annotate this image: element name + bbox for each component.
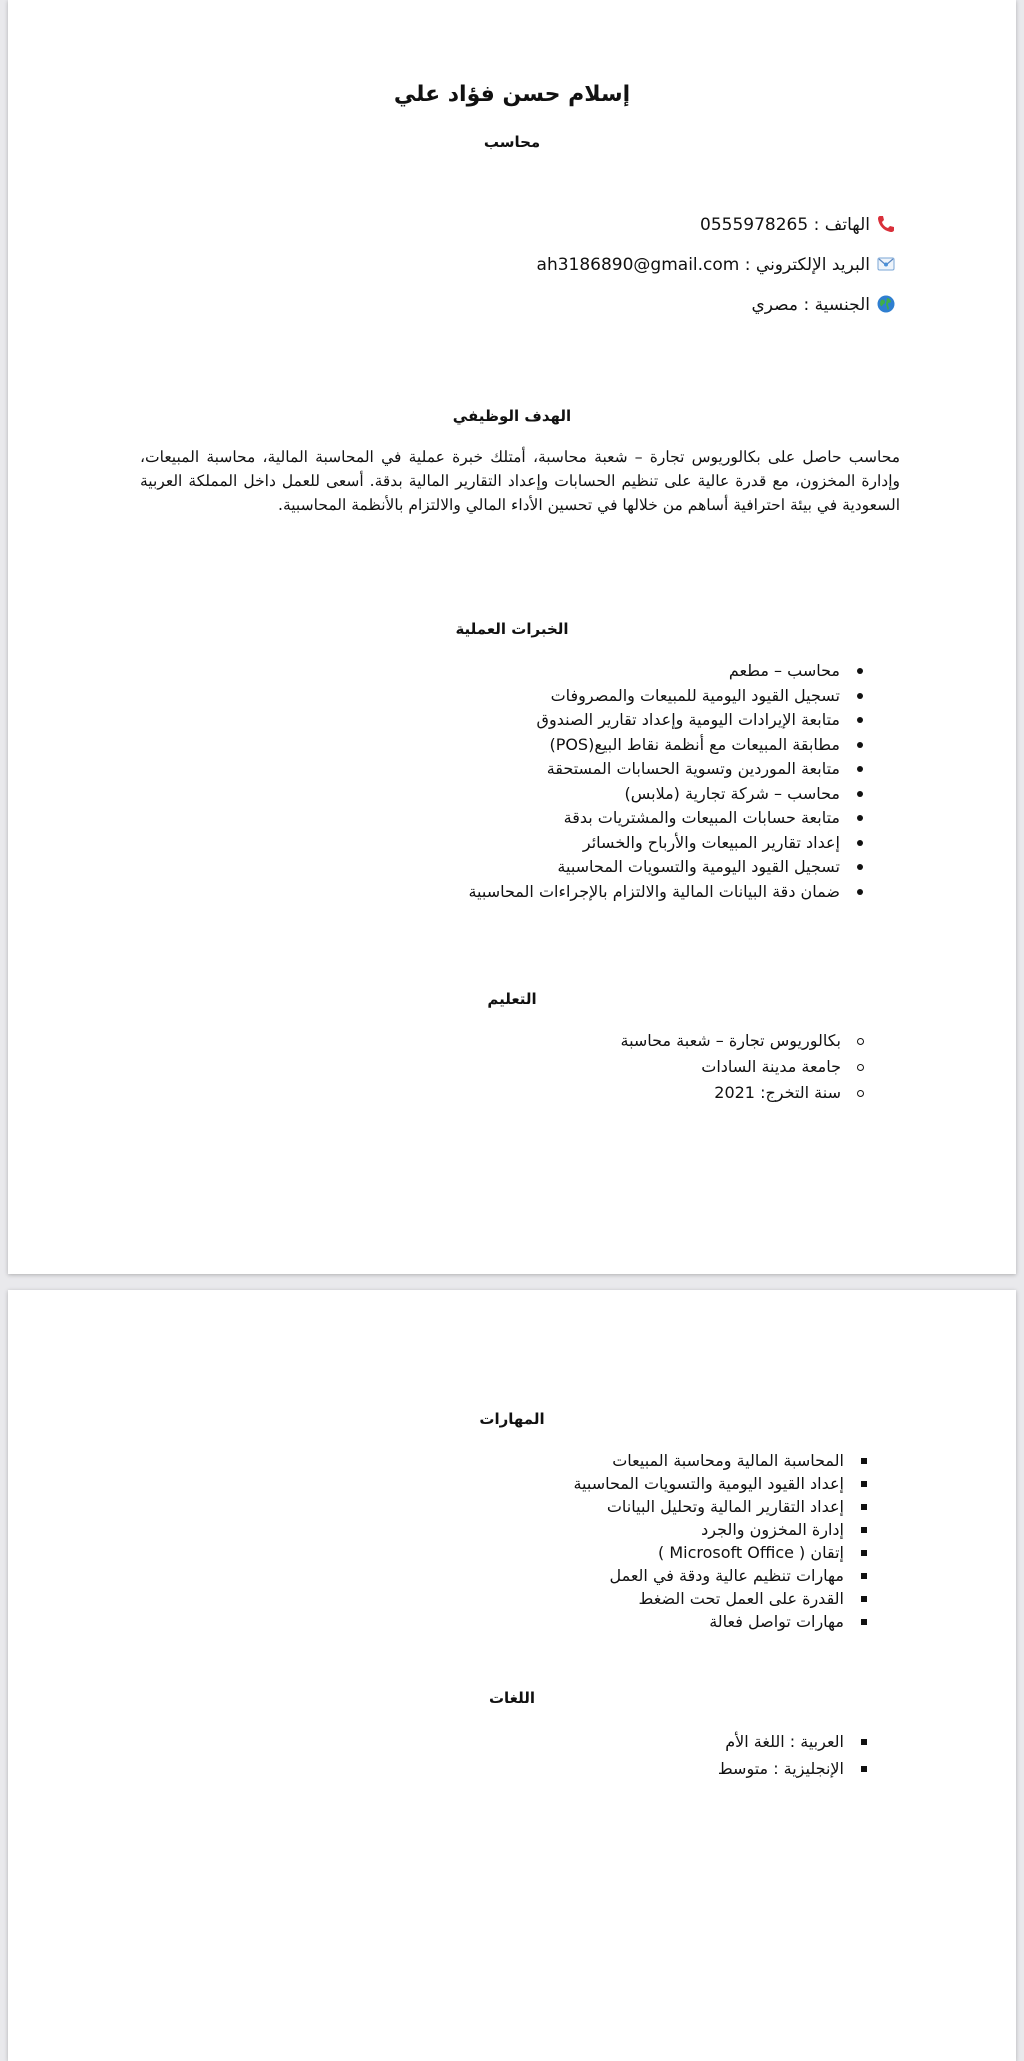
bullet-disc-icon [857, 742, 863, 748]
bullet-square-icon [861, 1504, 867, 1510]
languages-heading: اللغات [488, 1689, 536, 1707]
list-item: مطابقة المبيعات مع أنظمة نقاط البيع(POS) [468, 733, 867, 758]
list-item: إعداد تقارير المبيعات والأرباح والخسائر [468, 831, 867, 856]
bullet-square-icon [861, 1481, 867, 1487]
bullet-square-icon [861, 1739, 867, 1745]
list-item: متابعة حسابات المبيعات والمشتريات بدقة [468, 806, 867, 831]
phone-text: الهاتف : 0555978265 [700, 215, 870, 235]
bullet-disc-icon [857, 864, 863, 870]
nationality-text: الجنسية : مصري [751, 295, 870, 315]
contact-phone [700, 214, 896, 235]
list-item: ضمان دقة البيانات المالية والالتزام بالإجراءات المحاسبية [468, 880, 867, 905]
bullet-square-icon [861, 1619, 867, 1625]
bullet-circle-icon [857, 1064, 864, 1071]
bullet-disc-icon [857, 668, 863, 674]
phone-icon [876, 214, 896, 234]
envelope-icon [876, 254, 896, 274]
list-item: إدارة المخزون والجرد [573, 1518, 871, 1541]
contact-email [537, 254, 896, 275]
bullet-disc-icon [857, 889, 863, 895]
objective-paragraph: محاسب حاصل على بكالوريوس تجارة – شعبة محاسبة، أمتلك خبرة عملية في المحاسبة المالية، محاسبة المبيعات، وإدارة المخزون، مع قدرة عالية على تنظيم الحسابات وإعداد التقارير المالية بدقة. أسعى للعمل داخل المملكة العربية السعودية في بيئة احترافية أساهم من خلالها في تحسين الأداء المالي والالتزام بالأنظمة المحاسبية. [140, 448, 900, 514]
list-item: متابعة الإيرادات اليومية وإعداد تقارير الصندوق [468, 708, 867, 733]
candidate-name: إسلام حسن فؤاد علي [393, 82, 631, 107]
list-item: المحاسبة المالية ومحاسبة المبيعات [573, 1449, 871, 1472]
bullet-disc-icon [857, 791, 863, 797]
email-text: البريد الإلكتروني : ah3186890@gmail.com [536, 255, 870, 275]
list-item: إتقان ( Microsoft Office ) [573, 1541, 871, 1564]
job-title: محاسب [483, 133, 541, 151]
bullet-square-icon [861, 1573, 867, 1579]
resume-page-2 [8, 1290, 1016, 2061]
list-item: جامعة مدينة السادات [620, 1054, 868, 1080]
bullet-square-icon [861, 1550, 867, 1556]
bullet-square-icon [861, 1527, 867, 1533]
experience-list [468, 659, 867, 904]
list-item: تسجيل القيود اليومية للمبيعات والمصروفات [468, 684, 867, 709]
list-item: القدرة على العمل تحت الضغط [573, 1587, 871, 1610]
list-item: متابعة الموردين وتسوية الحسابات المستحقة [468, 757, 867, 782]
education-list [620, 1028, 868, 1106]
bullet-circle-icon [857, 1038, 864, 1045]
objective-heading: الهدف الوظيفي [452, 407, 572, 425]
list-item: مهارات تنظيم عالية ودقة في العمل [573, 1564, 871, 1587]
skills-list [573, 1449, 871, 1633]
list-item: تسجيل القيود اليومية والتسويات المحاسبية [468, 855, 867, 880]
bullet-disc-icon [857, 717, 863, 723]
experience-heading: الخبرات العملية [455, 620, 569, 638]
list-item: محاسب – مطعم [468, 659, 867, 684]
bullet-disc-icon [857, 840, 863, 846]
list-item: العربية : اللغة الأم [718, 1728, 871, 1755]
bullet-circle-icon [857, 1090, 864, 1097]
contact-nationality [752, 294, 897, 315]
list-item: بكالوريوس تجارة – شعبة محاسبة [620, 1028, 868, 1054]
globe-icon [876, 294, 896, 314]
skills-heading: المهارات [479, 1410, 545, 1428]
bullet-square-icon [861, 1458, 867, 1464]
bullet-disc-icon [857, 693, 863, 699]
list-item: محاسب – شركة تجارية (ملابس) [468, 782, 867, 807]
bullet-square-icon [861, 1596, 867, 1602]
list-item: الإنجليزية : متوسط [718, 1755, 871, 1782]
languages-list [718, 1728, 871, 1782]
bullet-disc-icon [857, 815, 863, 821]
list-item: إعداد القيود اليومية والتسويات المحاسبية [573, 1472, 871, 1495]
list-item: مهارات تواصل فعالة [573, 1610, 871, 1633]
bullet-disc-icon [857, 766, 863, 772]
list-item: سنة التخرج: 2021 [620, 1080, 868, 1106]
list-item: إعداد التقارير المالية وتحليل البيانات [573, 1495, 871, 1518]
education-heading: التعليم [487, 990, 537, 1008]
bullet-square-icon [861, 1766, 867, 1772]
